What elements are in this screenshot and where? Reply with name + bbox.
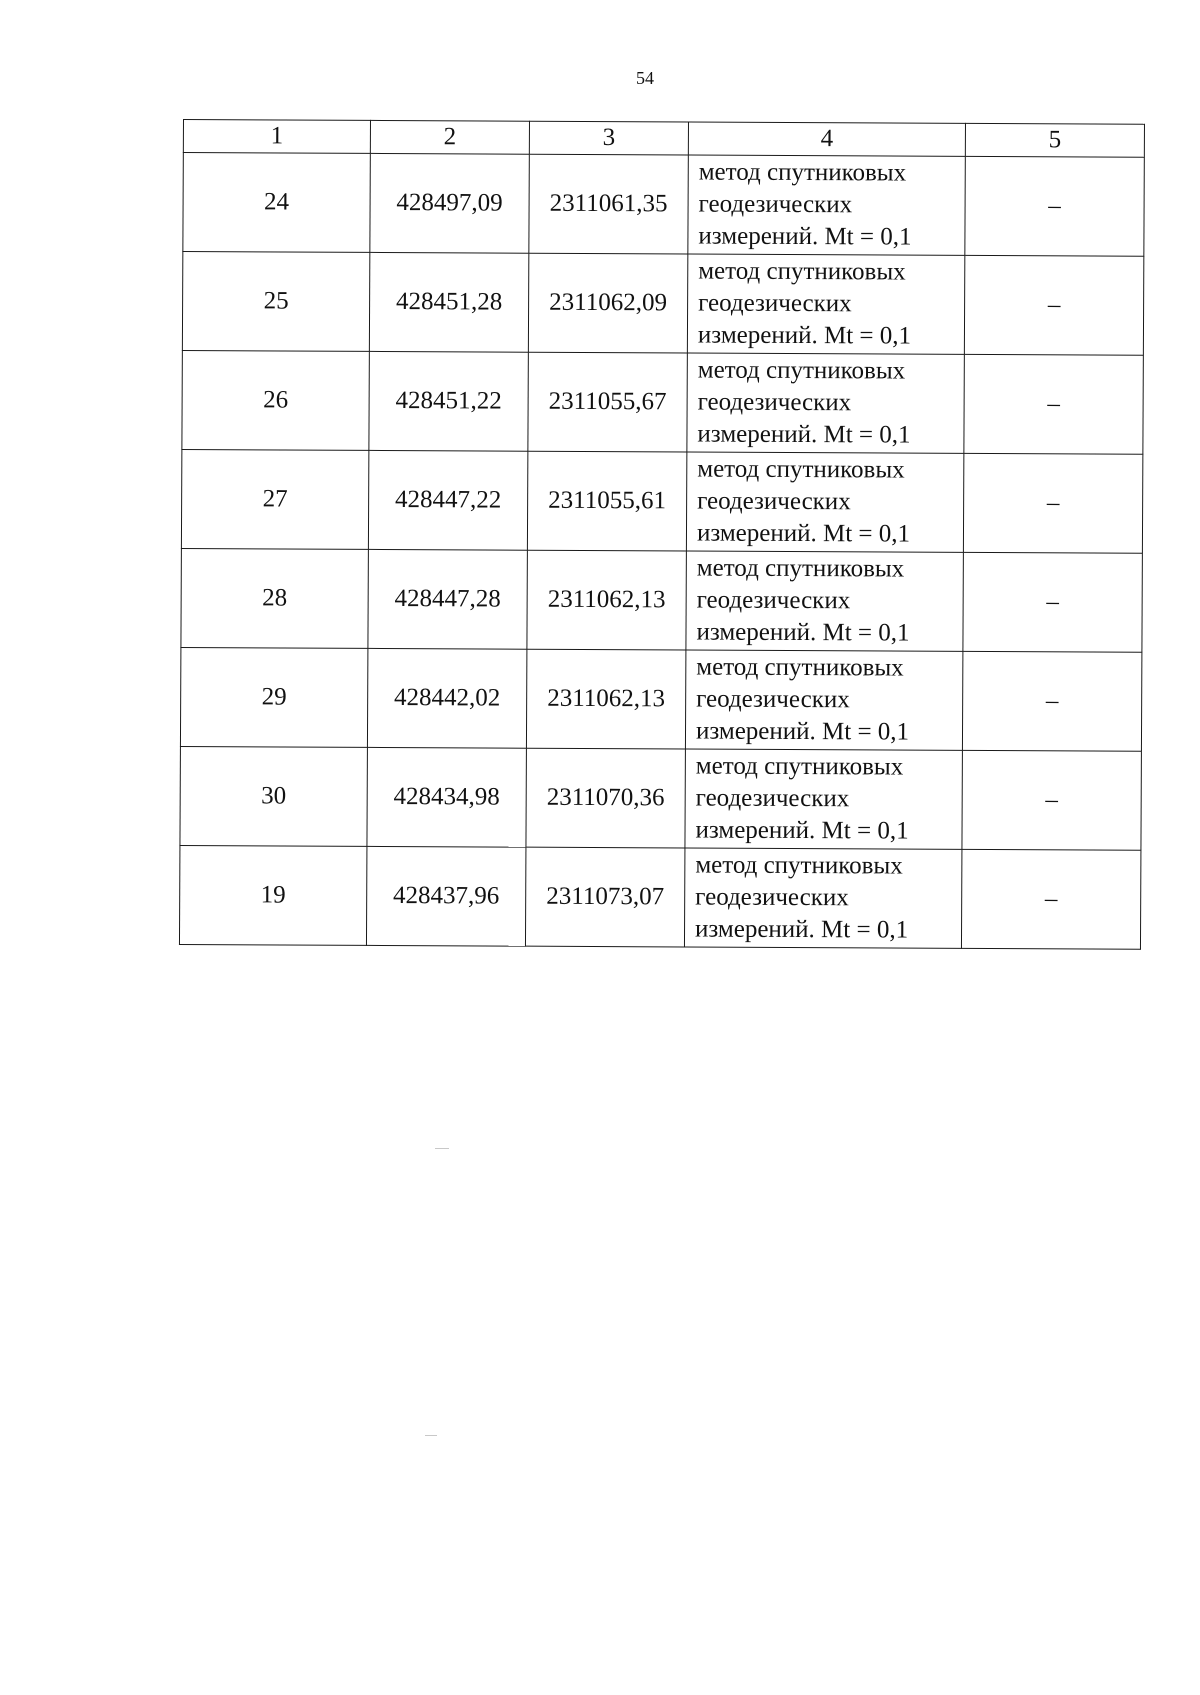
method-text-line: измерений. Mt = 0,1	[697, 321, 912, 350]
table-row	[180, 746, 1141, 850]
method-text-line: измерений. Mt = 0,1	[694, 915, 909, 944]
method-text-line: метод спутниковых	[696, 554, 905, 583]
x-coordinate-cell: 428497,09	[370, 153, 529, 253]
x-coordinate-cell: 428442,02	[367, 648, 526, 748]
x-coordinate-cell: 428447,28	[368, 549, 527, 649]
note-cell: –	[965, 156, 1144, 256]
x-coordinate-cell: 428434,98	[367, 747, 526, 847]
point-number-cell: 19	[179, 845, 366, 945]
method-cell	[687, 254, 964, 354]
method-cell	[685, 749, 962, 849]
column-header: 3	[529, 121, 688, 155]
y-coordinate-cell: 2311061,35	[529, 154, 688, 254]
table-header-row	[183, 120, 1144, 158]
coordinates-table	[179, 119, 1145, 950]
method-text-line: геодезических	[697, 487, 851, 516]
point-number-cell: 24	[183, 153, 370, 253]
note-cell: –	[961, 849, 1140, 949]
y-coordinate-cell: 2311055,67	[528, 352, 687, 452]
point-number-cell: 27	[181, 449, 368, 549]
page-number: 54	[636, 68, 654, 88]
note-cell: –	[963, 552, 1142, 652]
method-cell	[688, 155, 965, 255]
point-number-cell: 25	[182, 252, 369, 352]
method-cell	[686, 551, 963, 651]
method-text-line: измерений. Mt = 0,1	[698, 222, 912, 251]
method-text-line: геодезических	[697, 388, 852, 417]
method-text-line: метод спутниковых	[695, 752, 904, 781]
point-number-cell: 30	[180, 746, 367, 846]
note-cell: –	[962, 651, 1141, 751]
x-coordinate-cell: 428451,22	[369, 351, 528, 451]
table-row	[181, 548, 1142, 652]
y-coordinate-cell: 2311062,13	[527, 550, 686, 650]
y-coordinate-cell: 2311073,07	[525, 847, 684, 947]
method-text-line: геодезических	[695, 883, 849, 912]
table-row	[183, 153, 1144, 257]
method-text-line: метод спутниковых	[698, 158, 907, 187]
note-cell: –	[964, 255, 1143, 355]
method-cell	[685, 650, 962, 750]
method-text-line: геодезических	[698, 190, 853, 219]
method-text-line: метод спутниковых	[697, 455, 905, 484]
method-text-line: метод спутниковых	[696, 653, 904, 682]
method-text-line: метод спутниковых	[698, 257, 906, 286]
table-row	[182, 350, 1143, 454]
method-text-line: геодезических	[696, 685, 850, 714]
method-text-line: измерений. Mt = 0,1	[695, 816, 909, 845]
method-cell	[686, 452, 963, 552]
note-cell: –	[964, 354, 1143, 454]
method-text-line: метод спутниковых	[695, 851, 903, 880]
method-text-line: измерений. Mt = 0,1	[696, 618, 910, 647]
column-header: 5	[965, 123, 1144, 157]
y-coordinate-cell: 2311055,61	[527, 451, 686, 551]
method-text-line: метод спутниковых	[697, 356, 906, 385]
table-row	[180, 647, 1141, 751]
x-coordinate-cell: 428437,96	[366, 846, 525, 946]
y-coordinate-cell: 2311062,13	[526, 649, 685, 749]
method-text-line: измерений. Mt = 0,1	[696, 519, 911, 548]
method-cell	[684, 848, 961, 948]
x-coordinate-cell: 428451,28	[369, 252, 528, 352]
y-coordinate-cell: 2311062,09	[528, 253, 687, 353]
note-cell: –	[963, 453, 1142, 553]
y-coordinate-cell: 2311070,36	[526, 748, 685, 848]
point-number-cell: 29	[180, 647, 367, 747]
column-header: 2	[370, 120, 529, 154]
method-cell	[687, 353, 964, 453]
method-text-line: геодезических	[695, 784, 850, 813]
scan-artifact	[425, 1435, 437, 1436]
point-number-cell: 28	[181, 548, 368, 648]
scan-artifact	[435, 1148, 449, 1149]
table-row	[179, 845, 1140, 949]
table-body	[179, 153, 1144, 950]
table-row	[182, 252, 1143, 356]
column-header: 1	[183, 120, 370, 154]
note-cell: –	[962, 750, 1141, 850]
x-coordinate-cell: 428447,22	[368, 450, 527, 550]
point-number-cell: 26	[182, 350, 369, 450]
table-row	[181, 449, 1142, 553]
method-text-line: измерений. Mt = 0,1	[695, 717, 910, 746]
column-header: 4	[688, 122, 965, 156]
method-text-line: геодезических	[696, 586, 851, 615]
method-text-line: измерений. Mt = 0,1	[697, 420, 911, 449]
method-text-line: геодезических	[698, 289, 852, 318]
